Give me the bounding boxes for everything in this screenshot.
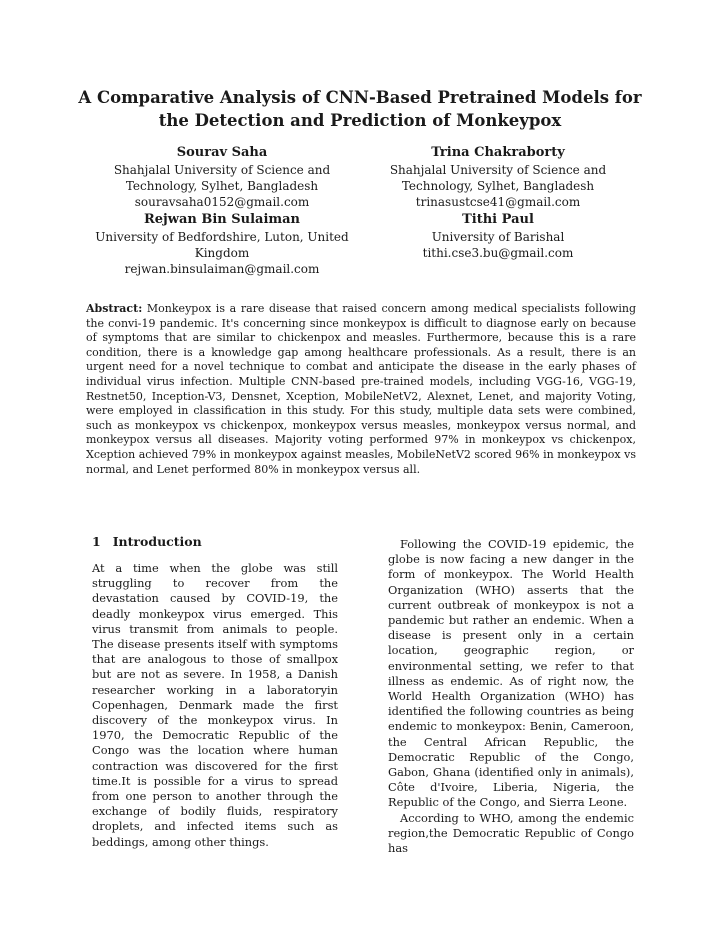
section-heading-introduction bbox=[92, 534, 202, 549]
author-email: souravsaha0152@gmail.com bbox=[134, 195, 310, 209]
author-affiliation-line: Shahjalal University of Science and bbox=[389, 163, 607, 177]
author-affiliation-line: Technology, Sylhet, Bangladesh bbox=[401, 179, 595, 193]
author-rejwan-bin-sulaiman bbox=[92, 210, 352, 277]
author-email: trinasustcse41@gmail.com bbox=[415, 195, 581, 209]
author-email: tithi.cse3.bu@gmail.com bbox=[422, 246, 574, 260]
author-name: Sourav Saha bbox=[176, 145, 268, 160]
author-trina-chakraborty bbox=[368, 143, 628, 210]
author-affiliation-line: Shahjalal University of Science and bbox=[113, 163, 331, 177]
author-affiliation-line: University of Bedfordshire, Luton, United bbox=[95, 230, 349, 244]
intro-paragraph-2: Following the COVID-19 epidemic, the globe is now facing a new danger in the form of monkeypox. The World Health Organization (WHO) asserts that the current outbreak of monkeypox is not a pandemic but rather an endemic. When a disease is present only in a certain location, geographic region, or environmental setting, we refer to that illness as endemic. As of right now, the World Health Organization (WHO) has identified the following countries as being endemic to monkeypox: Benin, Cameroon, the Central African Republic, the Democratic Republic of the Congo, Gabon, Ghana (identified only in animals), Côte d'Ivoire, Liberia, Nigeria, the Republic of the Congo, and Sierra Leone. bbox=[388, 537, 634, 810]
section-number: 1 bbox=[92, 534, 101, 549]
abstract-text: Monkeypox is a rare disease that raised concern among medical specialists following the convi-19 pandemic. It's concerning since monkeypox is difficult to diagnose early on because of symptoms that are similar to chickenpox and measles. Furthermore, because this is a rare condition, there is a knowledge gap among healthcare professionals. As a result, there is an urgent need for a novel technique to combat and anticipate the disease in the early phases of individual virus infection. Multiple CNN-based pre-trained models, including VGG-16, VGG-19, Restnet50, Inception-V3, Densnet, Xception, MobileNetV2, Alexnet, Lenet, and majority Voting, were employed in classification in this study. For this study, multiple data sets were combined, such as monkeypox vs chickenpox, monkeypox versus measles, monkeypox versus normal, and monkeypox versus all diseases. Majority voting performed 97% in monkeypox vs chickenpox, Xception achieved 79% in monkeypox against measles, MobileNetV2 scored 96% in monkeypox vs normal, and Lenet performed 80% in monkeypox versus all. bbox=[86, 302, 636, 476]
author-affiliation-line: Technology, Sylhet, Bangladesh bbox=[125, 179, 319, 193]
author-email: rejwan.binsulaiman@gmail.com bbox=[124, 262, 320, 276]
left-column bbox=[92, 561, 338, 850]
author-name: Tithi Paul bbox=[462, 212, 534, 227]
intro-paragraph-3: According to WHO, among the endemic region,the Democratic Republic of Congo has bbox=[388, 810, 634, 856]
right-column bbox=[388, 537, 634, 856]
abstract bbox=[86, 302, 636, 477]
paper-title bbox=[60, 86, 660, 132]
author-affiliation-line: University of Barishal bbox=[431, 230, 565, 244]
author-name: Trina Chakraborty bbox=[431, 145, 565, 160]
author-affiliation-line: Kingdom bbox=[194, 246, 250, 260]
abstract-label: Abstract: bbox=[86, 302, 143, 315]
author-sourav-saha bbox=[92, 143, 352, 210]
author-name: Rejwan Bin Sulaiman bbox=[143, 212, 301, 227]
title-line-2: the Detection and Prediction of Monkeypox bbox=[158, 111, 562, 130]
title-line-1: A Comparative Analysis of CNN-Based Pretrained Models for bbox=[78, 88, 642, 107]
author-tithi-paul bbox=[368, 210, 628, 261]
section-title: Introduction bbox=[112, 534, 202, 549]
intro-paragraph-1: At a time when the globe was still struggling to recover from the devastation caused by COVID-19, the deadly monkeypox virus emerged. This virus transmit from animals to people. The disease presents itself with symptoms that are analogous to those of smallpox but are not as severe. In 1958, a Danish researcher working in a laboratoryin Copenhagen, Denmark made the first discovery of the monkeypox virus. In 1970, the Democratic Republic of the Congo was the location where human contraction was discovered for the first time.It is possible for a virus to spread from one person to another through the exchange of bodily fluids, respiratory droplets, and infected items such as beddings, among other things. bbox=[92, 561, 338, 849]
